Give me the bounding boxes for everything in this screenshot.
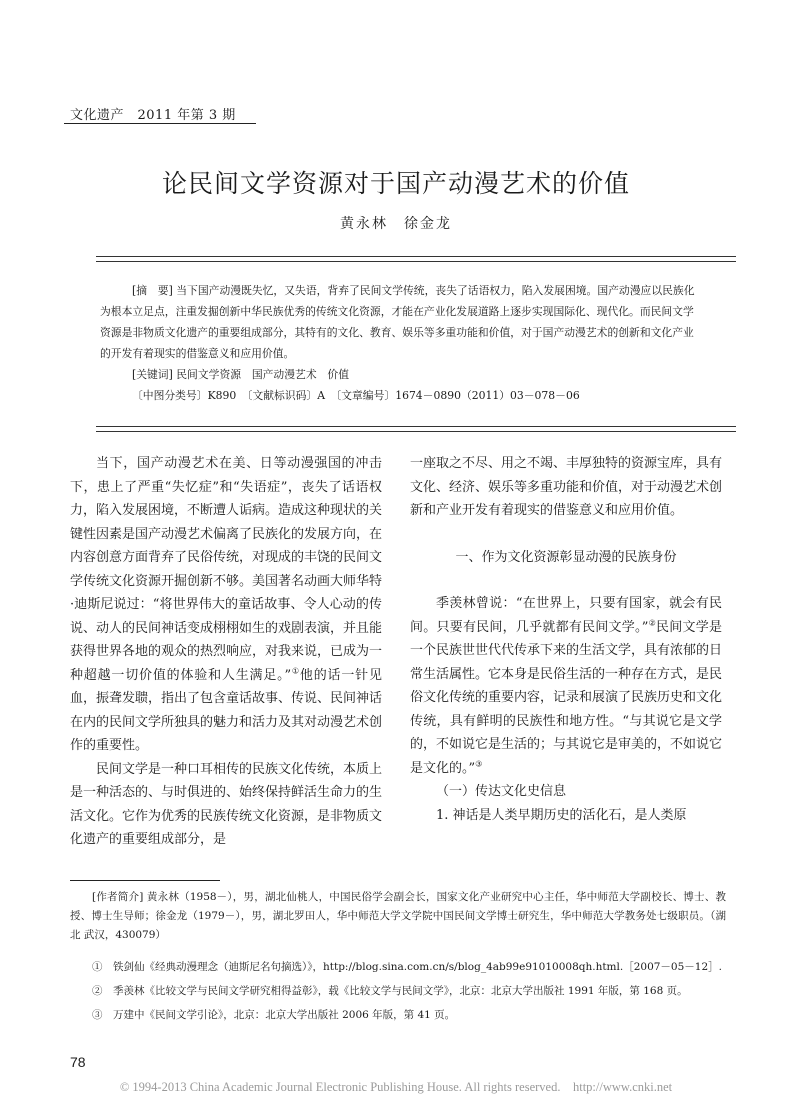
- page-number: 78: [70, 1054, 86, 1070]
- body-paragraph: 一座取之不尽、用之不竭、丰厚独特的资源宝库，具有文化、经济、娱乐等多重功能和价值，对于动漫艺术创新和产业开发有着现实的借鉴意义和应用价值。: [410, 456, 723, 518]
- body-column-right: [410, 452, 722, 827]
- paragraph-text: 民间文学是一个民族世世代代传承下来的生活文学，具有浓郁的日常生活属性。它本身是民俗生活的一种存在方式，是民俗文化传统的重要内容，记录和展演了民族历史和文化传统，具有鲜明的民族性和地方性。“与其说它是文学的，不如说它是生活的；与其说它是审美的，不如说它是文化的。”: [410, 619, 723, 776]
- body-paragraph: [410, 592, 722, 780]
- body-paragraph: 1. 神话是人类早期历史的活化石，是人类原: [436, 807, 687, 823]
- keywords-label: [关键词]: [132, 368, 173, 381]
- footnotes: [70, 958, 726, 1030]
- keywords-text: 民间文学资源 国产动漫艺术 价值: [176, 368, 350, 381]
- footnote: ① 铁剑仙《经典动漫理念（迪斯尼名句摘选）》，http://blog.sina.com.cn/s/blog_4ab99e91010008qh.html.［2007－05－12］.: [92, 961, 722, 973]
- classification-line: 〔中图分类号〕K890 〔文献标识码〕A 〔文章编号〕1674－0890（2011）03－078－06: [132, 389, 580, 402]
- footnote: ③ 万建中《民间文学引论》，北京：北京大学出版社 2006 年版，第 41 页。: [92, 1009, 456, 1021]
- journal-header: 文化遗产 2011 年第 3 期: [70, 108, 236, 123]
- footnote-ref[interactable]: ③: [475, 759, 483, 769]
- article-authors: 黄永林 徐金龙: [340, 216, 452, 232]
- author-info-label: [作者简介]: [92, 891, 144, 903]
- footnote-rule: [70, 880, 220, 881]
- abstract-bottom-rule: [96, 426, 736, 432]
- header-rule: [64, 123, 256, 124]
- footnote-ref[interactable]: ①: [291, 666, 300, 676]
- body-column-left: [70, 452, 382, 852]
- paragraph-text: 季羡林曾说：“在世界上，只要有国家，就会有民间。只要有民间，几乎就都有民间文学。”: [410, 596, 722, 635]
- keywords-line: [132, 364, 700, 385]
- section-heading: 一、作为文化资源彰显动漫的民族身份: [455, 549, 677, 565]
- subsection-heading: （一）传达文化史信息: [436, 784, 567, 799]
- abstract-text: 当下国产动漫既失忆，又失语，背弃了民间文学传统，丧失了话语权力，陷入发展困境。国产动漫应以民族化为根本立足点，注重发掘创新中华民族优秀的传统文化资源，才能在产业化发展道路上逐步实现国际化、现代化。而民间文学资源是非物质文化遗产的重要组成部分，其特有的文化、教育、娱乐等多重功能和价值，对于国产动漫艺术的创新和文化产业的开发有着现实的借鉴意义和应用价值。: [100, 284, 695, 360]
- copyright-notice: © 1994-2013 China Academic Journal Electronic Publishing House. All rights reserved. http://www.cnki.net: [119, 1080, 673, 1094]
- article-title: 论民间文学资源对于国产动漫艺术的价值: [161, 169, 630, 198]
- author-info: [70, 888, 726, 945]
- abstract-paragraph: [100, 280, 700, 364]
- footnote: ② 季羡林《比较文学与民间文学研究相得益彰》，载《比较文学与民间文学》，北京：北京大学出版社 1991 年版，第 168 页。: [92, 985, 688, 997]
- body-paragraph: 民间文学是一种口耳相传的民族文化传统，本质上是一种活态的、与时俱进的、始终保持鲜活生命力的生活文化。它作为优秀的民族传统文化资源，是非物质文化遗产的重要组成部分，是: [70, 761, 383, 847]
- abstract-label: [摘 要]: [132, 284, 173, 297]
- abstract-block: [100, 280, 700, 406]
- paragraph-text: 他的话一针见血，振聋发聩，指出了包含童话故事、传说、民间神话在内的民间文学所独具的魅力和活力及其对动漫艺术创作的重要性。: [70, 667, 383, 753]
- paragraph-text: 当下，国产动漫艺术在美、日等动漫强国的冲击下，患上了严重“失忆症”和“失语症”，丧失了话语权力，陷入发展困境，不断遭人诟病。造成这种现状的关键性因素是国产动漫艺术偏离了民族化的发展方向，在内容创意方面背弃了民俗传统，对现成的丰饶的民间文学传统文化资源开掘创新不够。美国著名动画大师华特·迪斯尼说过：“将世界伟大的童话故事、令人心动的传说、动人的民间神话变成栩栩如生的戏剧表演，并且能获得世界各地的观众的热烈响应，对我来说，已成为一种超越一切价值的体验和人生满足。”: [70, 456, 383, 683]
- body-paragraph: [70, 452, 382, 758]
- footnote-ref[interactable]: ②: [648, 618, 657, 628]
- abstract-top-rule: [96, 256, 736, 262]
- author-info-text: 黄永林（1958－），男，湖北仙桃人，中国民俗学会副会长，国家文化产业研究中心主任，华中师范大学副校长、博士、教授、博士生导师；徐金龙（1979－），男，湖北罗田人，华中师范大学文学院中国民间文学博士研究生，华中师范大学教务处七级职员。（湖北 武汉，430079）: [70, 891, 726, 941]
